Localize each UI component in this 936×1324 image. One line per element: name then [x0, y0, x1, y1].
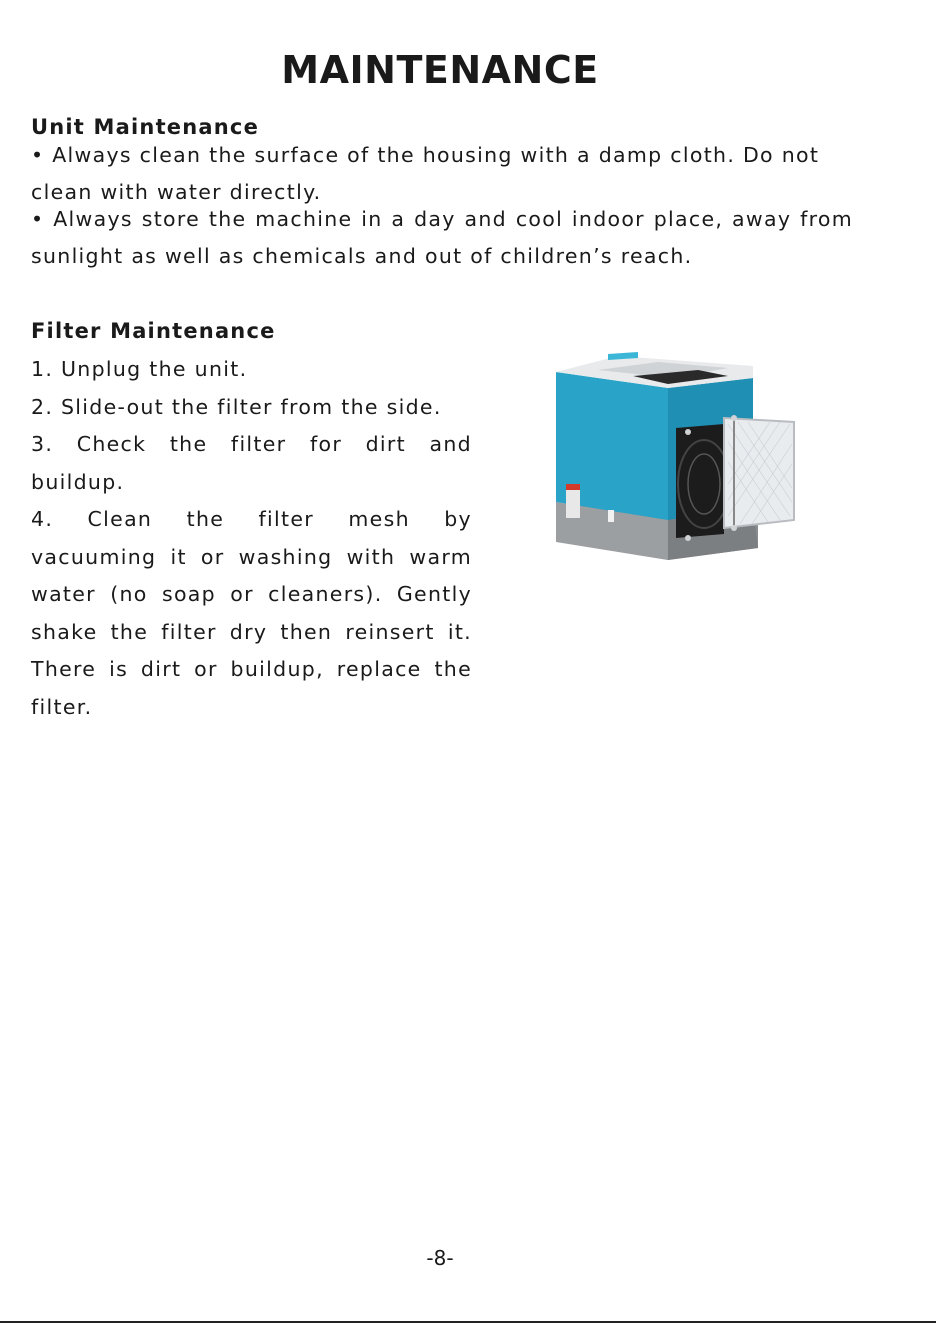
- filter-maintenance-heading: Filter Maintenance: [31, 319, 276, 343]
- bottom-divider: [0, 1321, 936, 1323]
- dehumidifier-icon: [548, 352, 800, 566]
- filter-step: 3. Check the filter for dirt and buildup.: [31, 432, 472, 494]
- filter-steps-list: [31, 351, 472, 726]
- unit-maintenance-item-1: • Always clean the surface of the housing with a damp cloth. Do not clean with water directly.: [31, 143, 820, 204]
- page-title: MAINTENANCE: [281, 48, 599, 92]
- filter-step: 1. Unplug the unit.: [31, 357, 248, 381]
- filter-step: 2. Slide-out the filter from the side.: [31, 394, 442, 419]
- unit-maintenance-heading: Unit Maintenance: [31, 115, 260, 139]
- filter-step: 4. Clean the filter mesh by vacuuming it or washing with warm water (no soap or cleaners). Gently shake the filter dry then reinsert it. There is dirt or buildup, replace the filter.: [31, 507, 472, 719]
- unit-maintenance-item-2: • Always store the machine in a day and cool indoor place, away from sunlight as well as chemicals and out of children’s reach.: [31, 207, 853, 268]
- page-number: -8-: [426, 1246, 454, 1270]
